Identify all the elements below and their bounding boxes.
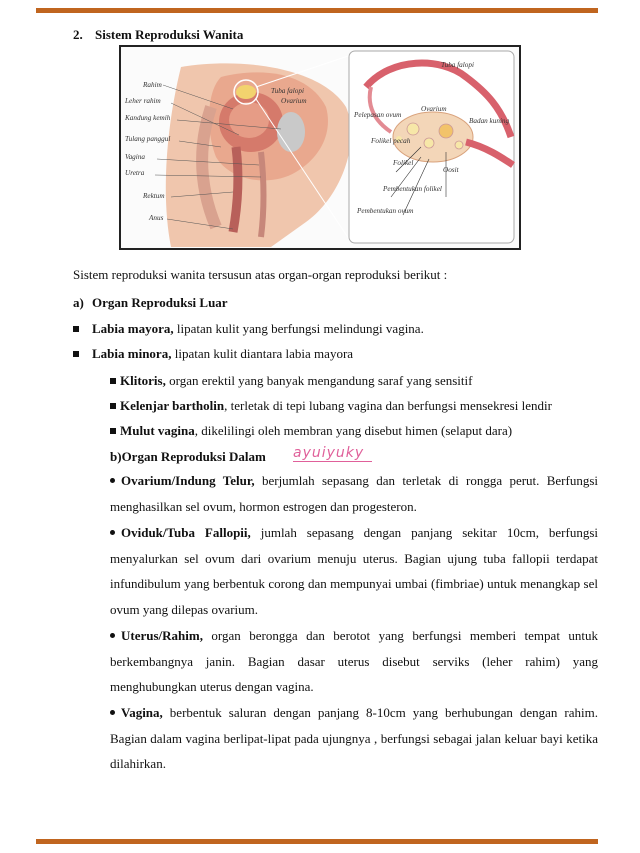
square-bullet-icon xyxy=(73,326,79,332)
label-rektum: Rektum xyxy=(143,192,165,200)
list-item xyxy=(110,397,552,415)
square-bullet-icon xyxy=(73,351,79,357)
item-desc: lipatan kulit diantara labia mayora xyxy=(171,346,354,361)
item-desc: , dikelilingi oleh membran yang disebut himen (selaput dara) xyxy=(194,423,513,438)
label-vagina: Vagina xyxy=(125,153,145,161)
top-rule xyxy=(36,8,598,13)
anatomy-illustration xyxy=(121,47,519,248)
label-anus: Anus xyxy=(149,214,164,222)
item-term: Mulut vagina xyxy=(120,423,195,438)
watermark: ayuiyuky xyxy=(293,445,365,461)
label-badan-kuning: Badan kuning xyxy=(469,117,510,125)
label-folikel: Folikel xyxy=(393,159,414,167)
item-term: Uterus/Rahim, xyxy=(121,628,203,643)
section-number: 2. xyxy=(73,27,83,42)
label-pembentukan-ovum: Pembentukan ovum xyxy=(357,207,414,215)
item-term: Kelenjar bartholin xyxy=(120,398,225,413)
label-tuba-falopi-center: Tuba falopi xyxy=(271,87,304,95)
item-term: Ovarium/Indung Telur, xyxy=(121,473,255,488)
label-oosit: Oosit xyxy=(443,166,459,174)
square-bullet-icon xyxy=(110,378,116,384)
item-term: Oviduk/Tuba Fallopii, xyxy=(121,525,251,540)
label-kandung-kemih: Kandung kemih xyxy=(125,114,171,122)
item-desc: lipatan kulit yang berfungsi melindungi vagina. xyxy=(173,321,424,336)
item-desc: jumlah sepasang dengan panjang sekitar 10cm, berfungsi menyalurkan sel ovum dari ovarium menuju uterus. Bagian ujung tuba fallopii terdapat infundibulum yang berbentuk corong dan mempunyai umbai (fimbriae) untuk menangkap sel ovum yang dilepas ovarium. xyxy=(110,525,598,617)
label-ovarium: Ovarium xyxy=(421,105,447,113)
item-desc: berjumlah sepasang dan terletak di rongga perut. Berfungsi menghasilkan sel ovum, hormon estrogen dan progesteron. xyxy=(110,473,599,514)
item-desc: , terletak di tepi lubang vagina dan berfungsi mensekresi lendir xyxy=(224,398,552,413)
label-ovarium-center: Ovarium xyxy=(281,97,307,105)
list-item xyxy=(73,345,353,363)
label-folikel-pecah: Folikel pecah xyxy=(371,137,411,145)
outer-title: Organ Reproduksi Luar xyxy=(92,295,228,310)
label-leher-rahim: Leher rahim xyxy=(125,97,161,105)
item-desc: organ erektil yang banyak mengandung saraf yang sensitif xyxy=(165,373,473,388)
list-item xyxy=(110,422,512,440)
label-rahim: Rahim xyxy=(143,81,162,89)
item-term: Vagina, xyxy=(121,705,163,720)
item-term: Labia minora, xyxy=(92,346,172,361)
inner-item xyxy=(110,468,598,519)
item-desc: organ berongga dan berotot yang berfungsi memberi tempat untuk berkembangnya janin. Bagian dasar uterus disebut serviks (leher rahim) yang menghubungkan uterus dengan vagina. xyxy=(110,628,598,694)
bullet-dot-icon xyxy=(110,530,115,535)
section-title xyxy=(73,27,243,43)
label-pembentukan-folikel: Pembentukan folikel xyxy=(383,185,442,193)
bullet-dot-icon xyxy=(110,633,115,638)
bullet-dot-icon xyxy=(110,710,115,715)
item-term: Labia mayora, xyxy=(92,321,174,336)
list-item xyxy=(110,372,472,390)
intro-text: Sistem reproduksi wanita tersusun atas organ-organ reproduksi berikut : xyxy=(73,267,448,282)
inner-marker: b) xyxy=(110,449,122,464)
outer-marker: a) xyxy=(73,295,84,310)
bullet-dot-icon xyxy=(110,478,115,483)
label-tuba-falopi: Tuba falopi xyxy=(441,61,474,69)
bottom-rule xyxy=(36,839,598,844)
square-bullet-icon xyxy=(110,428,116,434)
item-term: Klitoris, xyxy=(120,373,166,388)
label-uretra: Uretra xyxy=(125,169,145,177)
section-title-text: Sistem Reproduksi Wanita xyxy=(95,27,244,42)
item-desc: berbentuk saluran dengan panjang 8-10cm yang berhubungan dengan rahim. Bagian dalam vagina berlipat-lipat pada ujungnya , berfungsi sebagai jalan keluar bayi ketika dilahirkan. xyxy=(110,705,598,771)
anatomy-figure xyxy=(119,45,521,250)
square-bullet-icon xyxy=(110,403,116,409)
label-tulang-panggul: Tulang panggul xyxy=(125,135,171,143)
outer-heading xyxy=(73,294,228,312)
label-pelepasan-ovum: Pelepasan ovum xyxy=(354,111,402,119)
list-item xyxy=(73,320,424,338)
inner-item xyxy=(110,623,598,700)
inner-heading xyxy=(110,448,266,466)
inner-title: Organ Reproduksi Dalam xyxy=(121,449,266,464)
inner-item xyxy=(110,520,598,622)
inner-item xyxy=(110,700,598,777)
